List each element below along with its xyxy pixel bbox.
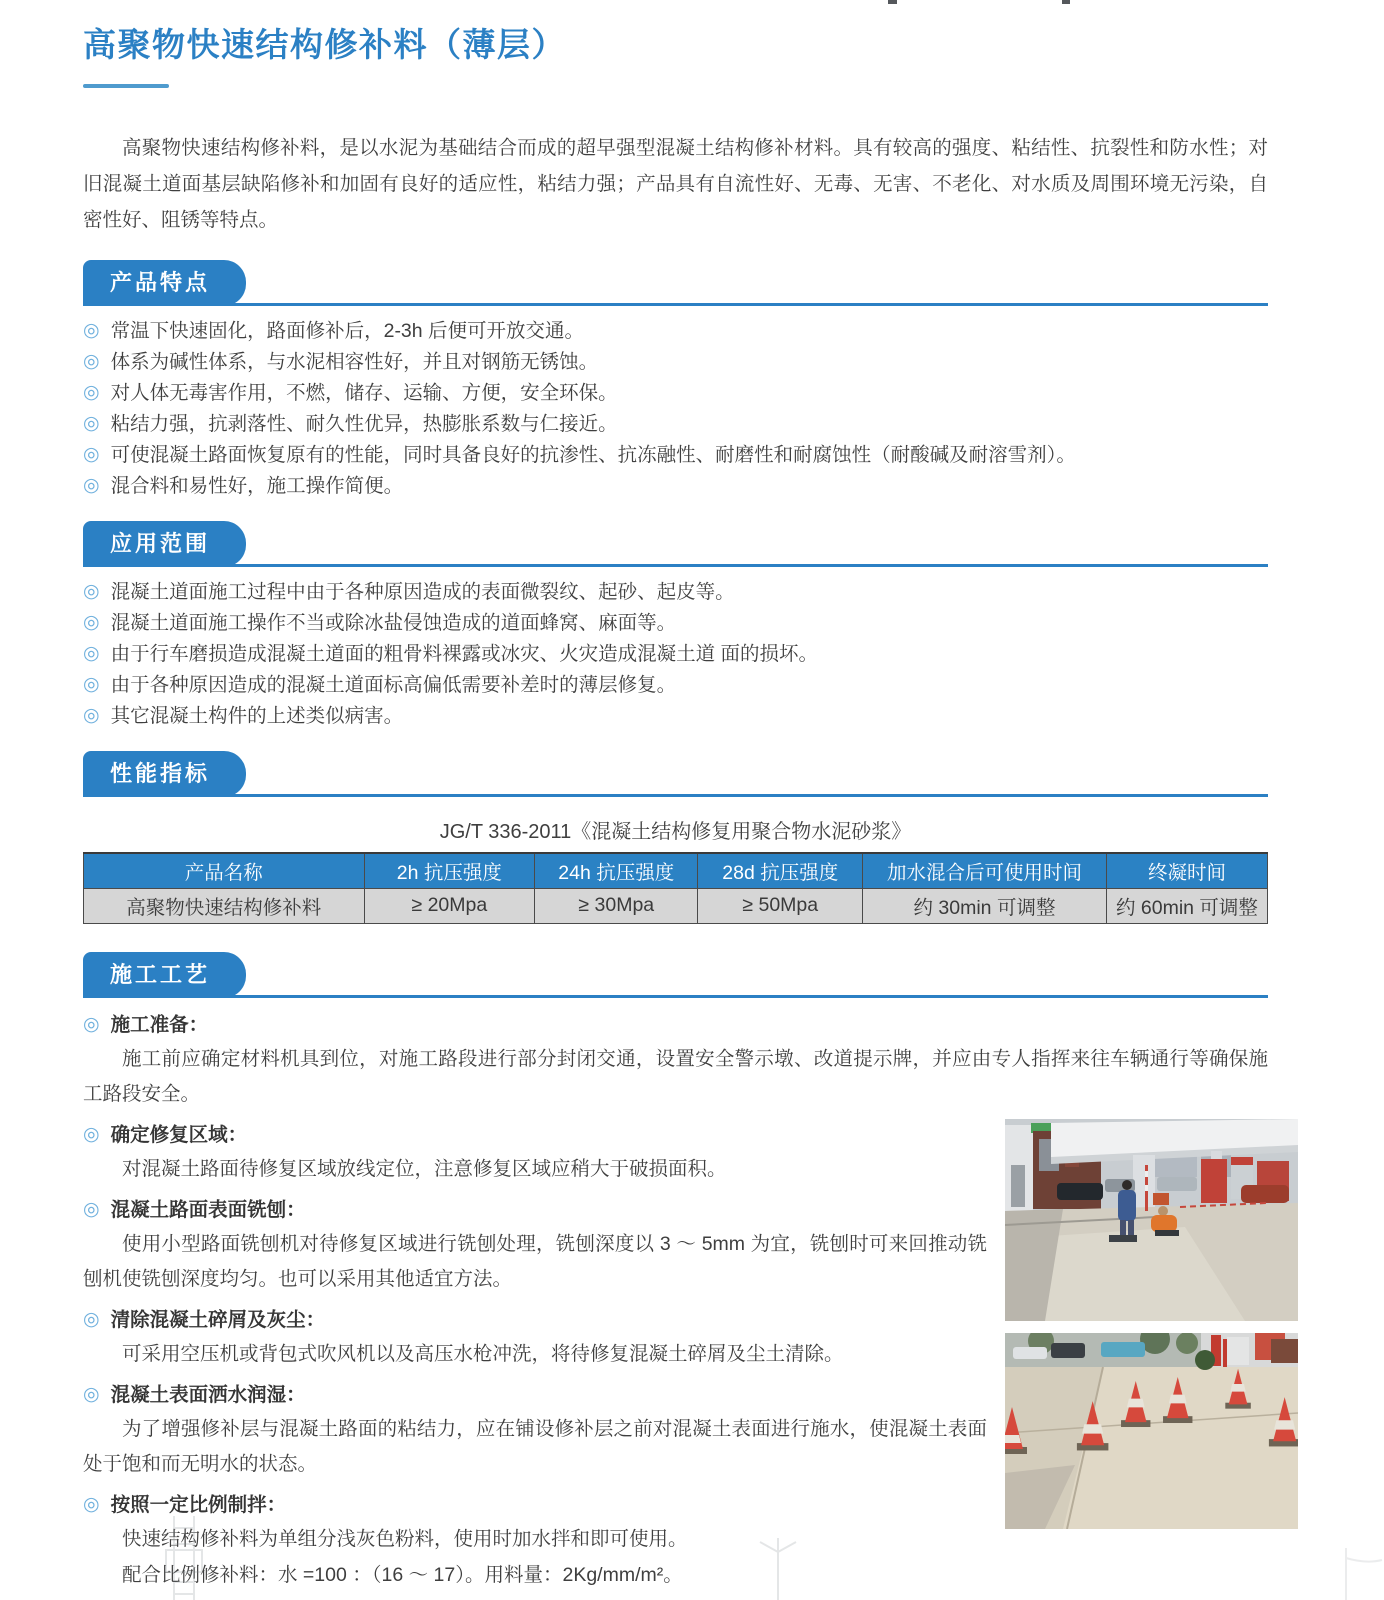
double-circle-bullet-icon: ◎ xyxy=(83,444,100,465)
feature-text: 粘结力强，抗剥落性、耐久性优异，热膨胀系数与仁接近。 xyxy=(110,413,618,435)
step-title: 确定修复区域： xyxy=(110,1123,248,1146)
double-circle-bullet-icon: ◎ xyxy=(83,1013,100,1035)
double-circle-bullet-icon: ◎ xyxy=(83,382,100,403)
clipped-text-artifact xyxy=(888,0,897,4)
application-item xyxy=(83,610,1268,636)
feature-text: 可使混凝土路面恢复原有的性能，同时具备良好的抗渗性、抗冻融性、耐磨性和耐腐蚀性（耐酸碱及耐溶雪剂）。 xyxy=(110,444,1076,466)
column-header: 加水混合后可使用时间 xyxy=(863,853,1107,888)
double-circle-bullet-icon: ◎ xyxy=(83,1198,100,1220)
process-step-label xyxy=(83,1305,987,1335)
process-step-label xyxy=(83,1120,987,1150)
performance-table-data-row xyxy=(84,888,1268,923)
double-circle-bullet-icon: ◎ xyxy=(83,705,100,726)
application-text: 其它混凝土构件的上述类似病害。 xyxy=(110,705,404,727)
double-circle-bullet-icon: ◎ xyxy=(83,475,100,496)
features-list xyxy=(83,318,1268,499)
application-text: 混凝土道面施工过程中由于各种原因造成的表面微裂纹、起砂、起皮等。 xyxy=(110,581,735,603)
double-circle-bullet-icon: ◎ xyxy=(83,581,100,602)
double-circle-bullet-icon: ◎ xyxy=(83,320,100,341)
double-circle-bullet-icon: ◎ xyxy=(83,643,100,664)
feature-item xyxy=(83,380,1268,406)
table-cell: ≥ 50Mpa xyxy=(698,888,863,923)
watermark-partial-sketch xyxy=(1316,1548,1384,1600)
table-cell: ≥ 20Mpa xyxy=(364,888,534,923)
photo-repaired-pavement-traffic-cones xyxy=(1005,1333,1298,1529)
photo-construction-site-pavement-repair xyxy=(1005,1119,1298,1321)
step-body: 对混凝土路面待修复区域放线定位，注意修复区域应稍大于破损面积。 xyxy=(122,1157,727,1180)
step-body: 为了增强修补层与混凝土路面的粘结力，应在铺设修补层之前对混凝土表面进行施水，使混凝土表面处于饱和而无明水的状态。 xyxy=(83,1417,987,1475)
column-header: 产品名称 xyxy=(84,853,365,888)
double-circle-bullet-icon: ◎ xyxy=(83,612,100,633)
application-item xyxy=(83,641,1268,667)
process-step-label xyxy=(83,1490,987,1520)
title-underline xyxy=(83,84,169,88)
table-cell: ≥ 30Mpa xyxy=(535,888,698,923)
feature-text: 体系为碱性体系，与水泥相容性好，并且对钢筋无锈蚀。 xyxy=(110,351,599,373)
column-header: 24h 抗压强度 xyxy=(535,853,698,888)
process-step-label xyxy=(83,1195,987,1225)
feature-item xyxy=(83,349,1268,375)
feature-item xyxy=(83,411,1268,437)
step-title: 清除混凝土碎屑及灰尘： xyxy=(110,1308,326,1331)
section-header-applications xyxy=(83,521,1268,567)
process-photos xyxy=(1005,1119,1298,1529)
step-title: 施工准备： xyxy=(110,1013,209,1036)
step-body: 配合比例修补料：水 =100 ：（16 ～ 17）。用料量：2Kg/mm/m²。 xyxy=(122,1563,683,1586)
step-body: 施工前应确定材料机具到位，对施工路段进行部分封闭交通，设置安全警示墩、改道提示牌，并应由专人指挥来往车辆通行等确保施工路段安全。 xyxy=(83,1047,1268,1105)
feature-text: 对人体无毒害作用，不燃，储存、运输、方便，安全环保。 xyxy=(110,382,618,404)
feature-text: 混合料和易性好，施工操作简便。 xyxy=(110,475,404,497)
section-tab-applications: 应用范围 xyxy=(83,521,246,567)
feature-item xyxy=(83,442,1268,468)
step-body: 可采用空压机或背包式吹风机以及高压水枪冲洗，将待修复混凝土碎屑及尘土清除。 xyxy=(122,1342,844,1365)
application-item xyxy=(83,579,1268,605)
feature-item xyxy=(83,473,1268,499)
feature-item xyxy=(83,318,1268,344)
intro-paragraph: 高聚物快速结构修补料，是以水泥为基础结合而成的超早强型混凝土结构修补材料。具有较高的强度、粘结性、抗裂性和防水性；对旧混凝土道面基层缺陷修补和加固有良好的适应性，粘结力强；产品具有自流性好、无毒、无害、不老化、对水质及周围环境无污染，自密性好、阻锈等特点。 xyxy=(83,137,1268,231)
application-text: 由于各种原因造成的混凝土道面标高偏低需要补差时的薄层修复。 xyxy=(110,674,677,696)
section-header-features xyxy=(83,260,1268,306)
performance-table-header-row xyxy=(84,853,1268,888)
application-item xyxy=(83,672,1268,698)
step-body: 快速结构修补料为单组分浅灰色粉料，使用时加水拌和即可使用。 xyxy=(122,1527,688,1550)
step-title: 混凝土路面表面铣刨： xyxy=(110,1198,306,1221)
column-header: 终凝时间 xyxy=(1106,853,1267,888)
feature-text: 常温下快速固化，路面修补后，2-3h 后便可开放交通。 xyxy=(110,320,585,342)
section-tab-features: 产品特点 xyxy=(83,260,246,306)
table-cell: 约 30min 可调整 xyxy=(863,888,1107,923)
section-header-performance xyxy=(83,751,1268,797)
section-tab-process: 施工工艺 xyxy=(83,952,246,998)
process-step-label xyxy=(83,1010,1268,1040)
section-tab-performance: 性能指标 xyxy=(83,751,246,797)
double-circle-bullet-icon: ◎ xyxy=(83,351,100,372)
application-text: 由于行车磨损造成混凝土道面的粗骨料裸露或冰灾、火灾造成混凝土道 面的损坏。 xyxy=(110,643,819,665)
double-circle-bullet-icon: ◎ xyxy=(83,1493,100,1515)
step-title: 混凝土表面洒水润湿： xyxy=(110,1383,306,1406)
process-steps xyxy=(83,1010,1268,1593)
clipped-text-artifact xyxy=(1062,0,1070,4)
double-circle-bullet-icon: ◎ xyxy=(83,1383,100,1405)
column-header: 2h 抗压强度 xyxy=(364,853,534,888)
process-step-label xyxy=(83,1380,987,1410)
double-circle-bullet-icon: ◎ xyxy=(83,413,100,434)
page-title: 高聚物快速结构修补料（薄层） xyxy=(83,26,566,63)
performance-table xyxy=(83,852,1268,924)
performance-standard: JG/T 336-2011《混凝土结构修复用聚合物水泥砂浆》 xyxy=(439,821,912,843)
step-title: 按照一定比例制拌： xyxy=(110,1493,287,1516)
table-cell: 约 60min 可调整 xyxy=(1106,888,1267,923)
double-circle-bullet-icon: ◎ xyxy=(83,674,100,695)
column-header: 28d 抗压强度 xyxy=(698,853,863,888)
step-body: 使用小型路面铣刨机对待修复区域进行铣刨处理，铣刨深度以 3 ～ 5mm 为宜，铣刨时可来回推动铣刨机使铣刨深度均匀。也可以采用其他适宜方法。 xyxy=(83,1232,987,1290)
applications-list xyxy=(83,579,1268,729)
application-item xyxy=(83,703,1268,729)
double-circle-bullet-icon: ◎ xyxy=(83,1123,100,1145)
double-circle-bullet-icon: ◎ xyxy=(83,1308,100,1330)
application-text: 混凝土道面施工操作不当或除冰盐侵蚀造成的道面蜂窝、麻面等。 xyxy=(110,612,677,634)
table-cell: 高聚物快速结构修补料 xyxy=(84,888,365,923)
section-header-process xyxy=(83,952,1268,998)
